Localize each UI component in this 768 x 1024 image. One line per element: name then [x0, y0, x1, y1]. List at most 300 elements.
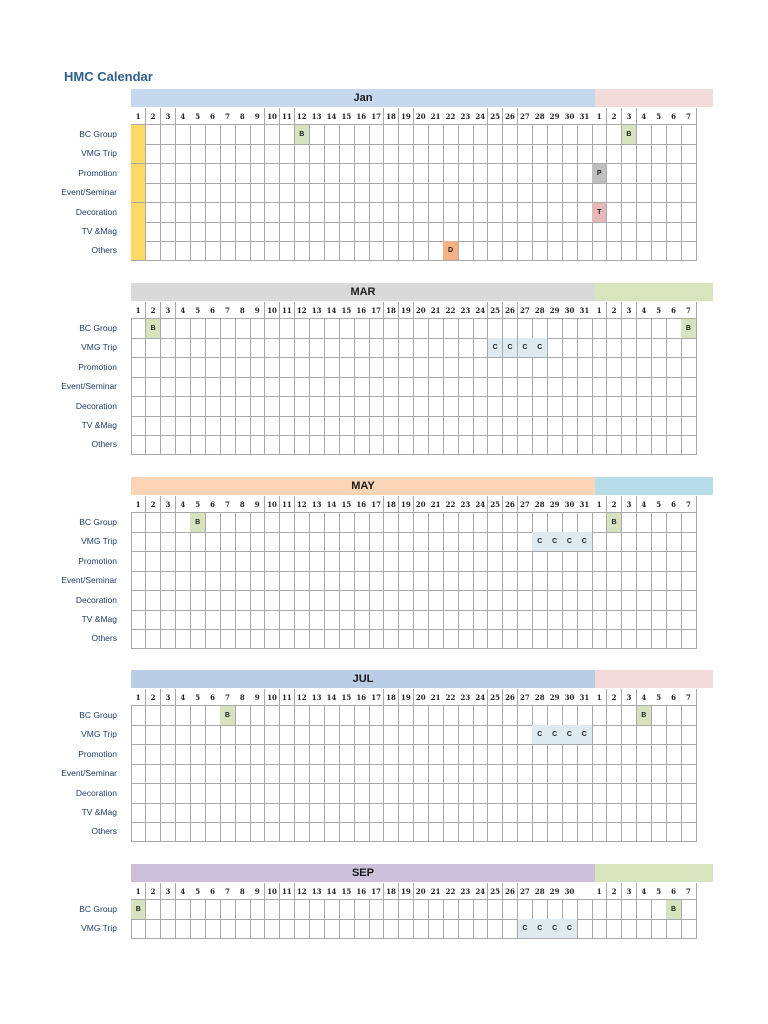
calendar-cell[interactable]	[547, 241, 562, 261]
calendar-cell[interactable]	[577, 629, 592, 649]
calendar-cell[interactable]	[295, 571, 310, 591]
calendar-cell[interactable]	[607, 706, 622, 726]
calendar-cell[interactable]	[518, 822, 533, 842]
calendar-cell[interactable]	[503, 745, 518, 765]
calendar-cell[interactable]	[681, 784, 696, 804]
calendar-cell[interactable]	[637, 513, 652, 533]
calendar-cell[interactable]	[324, 183, 339, 203]
calendar-cell[interactable]	[205, 358, 220, 378]
calendar-cell[interactable]	[414, 183, 429, 203]
calendar-cell[interactable]	[399, 435, 414, 455]
calendar-entry-b[interactable]: B	[622, 125, 637, 145]
calendar-cell[interactable]	[161, 397, 176, 417]
calendar-cell[interactable]	[607, 183, 622, 203]
calendar-cell[interactable]	[443, 319, 458, 339]
calendar-cell[interactable]	[339, 745, 354, 765]
calendar-cell[interactable]	[309, 784, 324, 804]
calendar-cell[interactable]	[428, 435, 443, 455]
calendar-cell[interactable]	[428, 764, 443, 784]
calendar-cell[interactable]	[235, 919, 250, 939]
calendar-cell[interactable]	[265, 552, 280, 572]
calendar-cell[interactable]	[532, 803, 547, 823]
calendar-cell[interactable]	[295, 397, 310, 417]
calendar-cell[interactable]	[354, 416, 369, 436]
calendar-cell[interactable]	[607, 125, 622, 145]
calendar-cell[interactable]	[607, 919, 622, 939]
calendar-cell[interactable]	[637, 591, 652, 611]
calendar-cell[interactable]	[562, 784, 577, 804]
calendar-cell[interactable]	[146, 706, 161, 726]
calendar-cell[interactable]	[562, 745, 577, 765]
calendar-cell[interactable]	[488, 629, 503, 649]
calendar-cell[interactable]	[592, 377, 607, 397]
calendar-cell[interactable]	[637, 164, 652, 184]
calendar-cell[interactable]	[428, 125, 443, 145]
calendar-cell[interactable]	[280, 358, 295, 378]
calendar-cell[interactable]	[339, 164, 354, 184]
calendar-cell[interactable]	[503, 725, 518, 745]
calendar-cell[interactable]	[339, 338, 354, 358]
calendar-cell[interactable]	[384, 377, 399, 397]
calendar-cell[interactable]	[146, 183, 161, 203]
calendar-cell[interactable]	[250, 610, 265, 630]
calendar-cell[interactable]	[532, 610, 547, 630]
calendar-cell[interactable]	[339, 610, 354, 630]
calendar-cell[interactable]	[250, 203, 265, 223]
calendar-cell[interactable]	[161, 125, 176, 145]
calendar-cell[interactable]	[324, 706, 339, 726]
calendar-cell[interactable]	[473, 164, 488, 184]
calendar-cell[interactable]	[369, 764, 384, 784]
calendar-cell[interactable]	[324, 610, 339, 630]
calendar-cell[interactable]	[666, 764, 681, 784]
calendar-cell[interactable]	[161, 319, 176, 339]
calendar-cell[interactable]	[280, 552, 295, 572]
calendar-cell[interactable]	[622, 203, 637, 223]
calendar-cell[interactable]	[666, 338, 681, 358]
calendar-cell[interactable]	[532, 397, 547, 417]
calendar-cell[interactable]	[681, 377, 696, 397]
calendar-cell[interactable]	[324, 144, 339, 164]
calendar-cell[interactable]	[190, 416, 205, 436]
calendar-cell[interactable]	[220, 571, 235, 591]
calendar-cell[interactable]	[562, 397, 577, 417]
calendar-cell[interactable]	[592, 513, 607, 533]
calendar-cell[interactable]	[607, 764, 622, 784]
calendar-cell[interactable]	[324, 416, 339, 436]
calendar-cell[interactable]	[146, 629, 161, 649]
calendar-entry-b[interactable]: B	[637, 706, 652, 726]
calendar-cell[interactable]	[518, 803, 533, 823]
calendar-cell[interactable]	[681, 591, 696, 611]
calendar-cell[interactable]	[458, 610, 473, 630]
calendar-cell[interactable]	[161, 144, 176, 164]
calendar-cell[interactable]	[235, 532, 250, 552]
calendar-cell[interactable]	[146, 532, 161, 552]
calendar-cell[interactable]	[324, 822, 339, 842]
calendar-cell[interactable]	[220, 803, 235, 823]
calendar-cell[interactable]	[532, 416, 547, 436]
calendar-cell[interactable]	[131, 183, 146, 203]
calendar-cell[interactable]	[681, 358, 696, 378]
calendar-cell[interactable]	[428, 803, 443, 823]
calendar-cell[interactable]	[399, 900, 414, 920]
calendar-cell[interactable]	[592, 416, 607, 436]
calendar-cell[interactable]	[473, 358, 488, 378]
calendar-entry-c[interactable]: C	[577, 725, 592, 745]
calendar-cell[interactable]	[488, 725, 503, 745]
calendar-cell[interactable]	[369, 144, 384, 164]
calendar-cell[interactable]	[220, 241, 235, 261]
calendar-cell[interactable]	[458, 591, 473, 611]
calendar-cell[interactable]	[622, 319, 637, 339]
calendar-cell[interactable]	[607, 416, 622, 436]
calendar-cell[interactable]	[146, 416, 161, 436]
calendar-cell[interactable]	[577, 919, 592, 939]
calendar-cell[interactable]	[622, 900, 637, 920]
calendar-cell[interactable]	[384, 397, 399, 417]
calendar-cell[interactable]	[488, 706, 503, 726]
calendar-cell[interactable]	[295, 358, 310, 378]
calendar-cell[interactable]	[443, 532, 458, 552]
calendar-cell[interactable]	[503, 319, 518, 339]
calendar-cell[interactable]	[607, 377, 622, 397]
calendar-cell[interactable]	[205, 784, 220, 804]
calendar-cell[interactable]	[503, 203, 518, 223]
calendar-cell[interactable]	[488, 532, 503, 552]
calendar-cell[interactable]	[176, 919, 191, 939]
calendar-cell[interactable]	[190, 183, 205, 203]
calendar-cell[interactable]	[369, 900, 384, 920]
calendar-cell[interactable]	[280, 784, 295, 804]
calendar-cell[interactable]	[399, 358, 414, 378]
calendar-cell[interactable]	[176, 610, 191, 630]
calendar-cell[interactable]	[622, 397, 637, 417]
calendar-cell[interactable]	[354, 725, 369, 745]
calendar-cell[interactable]	[354, 532, 369, 552]
calendar-cell[interactable]	[250, 764, 265, 784]
calendar-cell[interactable]	[131, 125, 146, 145]
calendar-cell[interactable]	[622, 338, 637, 358]
calendar-cell[interactable]	[309, 822, 324, 842]
calendar-cell[interactable]	[280, 435, 295, 455]
calendar-cell[interactable]	[205, 745, 220, 765]
calendar-cell[interactable]	[220, 784, 235, 804]
calendar-cell[interactable]	[488, 125, 503, 145]
calendar-cell[interactable]	[339, 319, 354, 339]
calendar-cell[interactable]	[295, 241, 310, 261]
calendar-cell[interactable]	[458, 745, 473, 765]
calendar-cell[interactable]	[473, 203, 488, 223]
calendar-cell[interactable]	[592, 358, 607, 378]
calendar-cell[interactable]	[414, 513, 429, 533]
calendar-cell[interactable]	[473, 183, 488, 203]
calendar-cell[interactable]	[369, 222, 384, 242]
calendar-cell[interactable]	[651, 513, 666, 533]
calendar-cell[interactable]	[428, 532, 443, 552]
calendar-cell[interactable]	[131, 241, 146, 261]
calendar-cell[interactable]	[384, 164, 399, 184]
calendar-cell[interactable]	[190, 319, 205, 339]
calendar-cell[interactable]	[666, 629, 681, 649]
calendar-cell[interactable]	[622, 377, 637, 397]
calendar-cell[interactable]	[443, 435, 458, 455]
calendar-cell[interactable]	[265, 377, 280, 397]
calendar-cell[interactable]	[622, 803, 637, 823]
calendar-cell[interactable]	[295, 552, 310, 572]
calendar-cell[interactable]	[354, 203, 369, 223]
calendar-cell[interactable]	[651, 164, 666, 184]
calendar-cell[interactable]	[637, 532, 652, 552]
calendar-cell[interactable]	[131, 377, 146, 397]
calendar-cell[interactable]	[547, 358, 562, 378]
calendar-cell[interactable]	[532, 164, 547, 184]
calendar-cell[interactable]	[473, 764, 488, 784]
calendar-cell[interactable]	[651, 532, 666, 552]
calendar-cell[interactable]	[473, 706, 488, 726]
calendar-cell[interactable]	[503, 900, 518, 920]
calendar-cell[interactable]	[458, 900, 473, 920]
calendar-cell[interactable]	[369, 822, 384, 842]
calendar-cell[interactable]	[354, 706, 369, 726]
calendar-cell[interactable]	[369, 203, 384, 223]
calendar-cell[interactable]	[161, 591, 176, 611]
calendar-cell[interactable]	[354, 164, 369, 184]
calendar-cell[interactable]	[339, 629, 354, 649]
calendar-cell[interactable]	[562, 629, 577, 649]
calendar-cell[interactable]	[518, 416, 533, 436]
calendar-cell[interactable]	[518, 164, 533, 184]
calendar-cell[interactable]	[637, 745, 652, 765]
calendar-cell[interactable]	[220, 822, 235, 842]
calendar-cell[interactable]	[399, 745, 414, 765]
calendar-cell[interactable]	[428, 822, 443, 842]
calendar-cell[interactable]	[607, 144, 622, 164]
calendar-cell[interactable]	[220, 919, 235, 939]
calendar-cell[interactable]	[443, 164, 458, 184]
calendar-cell[interactable]	[666, 610, 681, 630]
calendar-cell[interactable]	[443, 629, 458, 649]
calendar-cell[interactable]	[666, 416, 681, 436]
calendar-cell[interactable]	[146, 513, 161, 533]
calendar-cell[interactable]	[235, 183, 250, 203]
calendar-cell[interactable]	[354, 610, 369, 630]
calendar-cell[interactable]	[473, 222, 488, 242]
calendar-cell[interactable]	[324, 745, 339, 765]
calendar-cell[interactable]	[176, 338, 191, 358]
calendar-cell[interactable]	[562, 416, 577, 436]
calendar-cell[interactable]	[176, 222, 191, 242]
calendar-cell[interactable]	[220, 764, 235, 784]
calendar-cell[interactable]	[414, 377, 429, 397]
calendar-cell[interactable]	[280, 222, 295, 242]
calendar-cell[interactable]	[250, 319, 265, 339]
calendar-cell[interactable]	[622, 706, 637, 726]
calendar-cell[interactable]	[562, 319, 577, 339]
calendar-cell[interactable]	[547, 397, 562, 417]
calendar-cell[interactable]	[577, 416, 592, 436]
calendar-cell[interactable]	[666, 222, 681, 242]
calendar-cell[interactable]	[443, 377, 458, 397]
calendar-cell[interactable]	[399, 725, 414, 745]
calendar-cell[interactable]	[176, 706, 191, 726]
calendar-cell[interactable]	[547, 629, 562, 649]
calendar-cell[interactable]	[250, 745, 265, 765]
calendar-cell[interactable]	[681, 610, 696, 630]
calendar-cell[interactable]	[220, 222, 235, 242]
calendar-cell[interactable]	[577, 745, 592, 765]
calendar-cell[interactable]	[131, 222, 146, 242]
calendar-cell[interactable]	[324, 203, 339, 223]
calendar-cell[interactable]	[354, 591, 369, 611]
calendar-entry-c[interactable]: C	[547, 725, 562, 745]
calendar-cell[interactable]	[369, 125, 384, 145]
calendar-cell[interactable]	[250, 144, 265, 164]
calendar-cell[interactable]	[309, 745, 324, 765]
calendar-cell[interactable]	[339, 591, 354, 611]
calendar-cell[interactable]	[176, 571, 191, 591]
calendar-cell[interactable]	[562, 571, 577, 591]
calendar-cell[interactable]	[309, 183, 324, 203]
calendar-cell[interactable]	[354, 822, 369, 842]
calendar-cell[interactable]	[250, 241, 265, 261]
calendar-cell[interactable]	[309, 377, 324, 397]
calendar-cell[interactable]	[250, 222, 265, 242]
calendar-cell[interactable]	[369, 803, 384, 823]
calendar-cell[interactable]	[205, 552, 220, 572]
calendar-cell[interactable]	[622, 532, 637, 552]
calendar-cell[interactable]	[458, 183, 473, 203]
calendar-cell[interactable]	[503, 532, 518, 552]
calendar-cell[interactable]	[458, 764, 473, 784]
calendar-cell[interactable]	[428, 784, 443, 804]
calendar-cell[interactable]	[532, 784, 547, 804]
calendar-cell[interactable]	[503, 513, 518, 533]
calendar-cell[interactable]	[651, 745, 666, 765]
calendar-cell[interactable]	[399, 338, 414, 358]
calendar-cell[interactable]	[428, 358, 443, 378]
calendar-cell[interactable]	[324, 338, 339, 358]
calendar-cell[interactable]	[443, 144, 458, 164]
calendar-entry-c[interactable]: C	[547, 532, 562, 552]
calendar-cell[interactable]	[295, 919, 310, 939]
calendar-cell[interactable]	[235, 377, 250, 397]
calendar-cell[interactable]	[428, 319, 443, 339]
calendar-cell[interactable]	[637, 822, 652, 842]
calendar-cell[interactable]	[280, 764, 295, 784]
calendar-cell[interactable]	[324, 241, 339, 261]
calendar-cell[interactable]	[295, 183, 310, 203]
calendar-cell[interactable]	[562, 822, 577, 842]
calendar-cell[interactable]	[637, 610, 652, 630]
calendar-cell[interactable]	[577, 377, 592, 397]
calendar-cell[interactable]	[399, 610, 414, 630]
calendar-cell[interactable]	[324, 725, 339, 745]
calendar-cell[interactable]	[265, 591, 280, 611]
calendar-cell[interactable]	[369, 377, 384, 397]
calendar-cell[interactable]	[384, 725, 399, 745]
calendar-entry-b[interactable]: B	[681, 319, 696, 339]
calendar-cell[interactable]	[443, 803, 458, 823]
calendar-cell[interactable]	[443, 397, 458, 417]
calendar-entry-c[interactable]: C	[547, 919, 562, 939]
calendar-cell[interactable]	[666, 571, 681, 591]
calendar-cell[interactable]	[577, 706, 592, 726]
calendar-cell[interactable]	[295, 203, 310, 223]
calendar-cell[interactable]	[339, 919, 354, 939]
calendar-cell[interactable]	[161, 338, 176, 358]
calendar-cell[interactable]	[295, 435, 310, 455]
calendar-cell[interactable]	[622, 745, 637, 765]
calendar-cell[interactable]	[399, 532, 414, 552]
calendar-cell[interactable]	[488, 416, 503, 436]
calendar-cell[interactable]	[518, 900, 533, 920]
calendar-cell[interactable]	[488, 764, 503, 784]
calendar-cell[interactable]	[607, 397, 622, 417]
calendar-cell[interactable]	[547, 764, 562, 784]
calendar-cell[interactable]	[488, 610, 503, 630]
calendar-cell[interactable]	[622, 222, 637, 242]
calendar-cell[interactable]	[295, 319, 310, 339]
calendar-cell[interactable]	[339, 125, 354, 145]
calendar-cell[interactable]	[503, 183, 518, 203]
calendar-cell[interactable]	[220, 725, 235, 745]
calendar-cell[interactable]	[473, 241, 488, 261]
calendar-cell[interactable]	[414, 784, 429, 804]
calendar-cell[interactable]	[354, 764, 369, 784]
calendar-entry-c[interactable]: C	[532, 725, 547, 745]
calendar-cell[interactable]	[577, 591, 592, 611]
calendar-cell[interactable]	[235, 144, 250, 164]
calendar-cell[interactable]	[503, 591, 518, 611]
calendar-cell[interactable]	[577, 358, 592, 378]
calendar-cell[interactable]	[458, 241, 473, 261]
calendar-cell[interactable]	[577, 803, 592, 823]
calendar-cell[interactable]	[146, 552, 161, 572]
calendar-cell[interactable]	[265, 725, 280, 745]
calendar-cell[interactable]	[532, 203, 547, 223]
calendar-cell[interactable]	[205, 416, 220, 436]
calendar-cell[interactable]	[131, 764, 146, 784]
calendar-cell[interactable]	[280, 725, 295, 745]
calendar-cell[interactable]	[384, 183, 399, 203]
calendar-cell[interactable]	[488, 241, 503, 261]
calendar-cell[interactable]	[532, 745, 547, 765]
calendar-cell[interactable]	[384, 784, 399, 804]
calendar-cell[interactable]	[265, 125, 280, 145]
calendar-cell[interactable]	[443, 183, 458, 203]
calendar-cell[interactable]	[309, 241, 324, 261]
calendar-cell[interactable]	[265, 803, 280, 823]
calendar-cell[interactable]	[518, 377, 533, 397]
calendar-cell[interactable]	[190, 203, 205, 223]
calendar-cell[interactable]	[190, 358, 205, 378]
calendar-cell[interactable]	[607, 900, 622, 920]
calendar-entry-c[interactable]: C	[562, 919, 577, 939]
calendar-cell[interactable]	[176, 435, 191, 455]
calendar-cell[interactable]	[324, 319, 339, 339]
calendar-cell[interactable]	[324, 591, 339, 611]
calendar-cell[interactable]	[265, 241, 280, 261]
calendar-cell[interactable]	[414, 725, 429, 745]
calendar-cell[interactable]	[265, 416, 280, 436]
calendar-cell[interactable]	[265, 784, 280, 804]
calendar-entry-c[interactable]: C	[562, 725, 577, 745]
calendar-cell[interactable]	[176, 144, 191, 164]
calendar-cell[interactable]	[384, 144, 399, 164]
calendar-cell[interactable]	[369, 241, 384, 261]
calendar-cell[interactable]	[280, 319, 295, 339]
